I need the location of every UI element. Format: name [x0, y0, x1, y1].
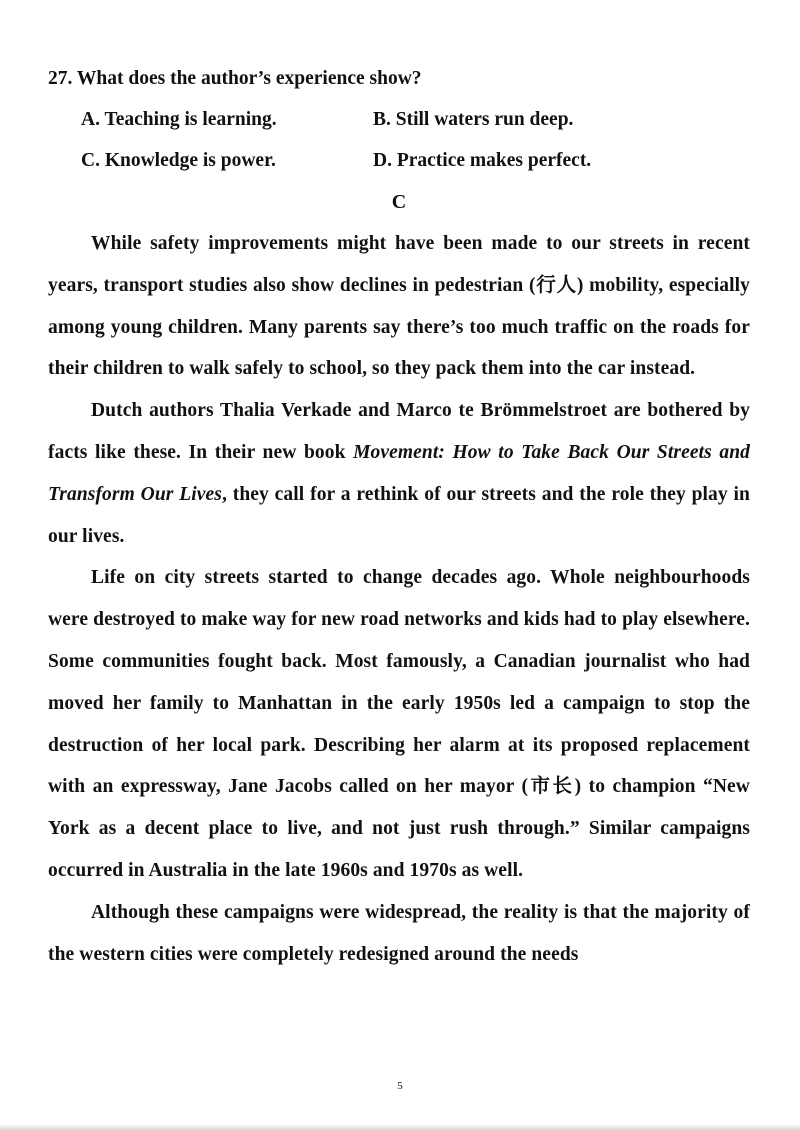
- options-row-2: [48, 140, 750, 181]
- option-d: D. Practice makes perfect.: [373, 150, 592, 171]
- paragraph-3: Life on city streets started to change decades ago. Whole neighbourhoods were destroyed to make way for new road networks and kids had to play elsewhere. Some communities fought back. Most famously, a Canadian journalist who had moved her family to Manhattan in the early 1950s led a campaign to stop the destruction of her local park. Describing her alarm at its proposed replacement with an expressway, Jane Jacobs called on her mayor (市长) to champion “New York as a decent place to live, and not just rush through.” Similar campaigns occurred in Australia in the late 1960s and 1970s as well.: [48, 567, 750, 881]
- section-heading: C: [391, 191, 407, 213]
- paragraph-2: [48, 390, 750, 557]
- book-title: Movement: How to Take Back Our Streets and Transform Our Lives: [48, 441, 750, 505]
- question-27: [48, 58, 750, 99]
- paragraph-2-start: Dutch authors Thalia Verkade and Marco te Brömmelstroet are bothered by facts like these. In their new book: [48, 400, 750, 463]
- option-b: B. Still waters run deep.: [373, 109, 574, 130]
- paragraph-4: Although these campaigns were widespread, the reality is that the majority of the western cities were completely redesigned around the needs: [48, 901, 750, 965]
- paragraph-2-end: , they call for a rethink of our streets and the role they play in our lives.: [48, 483, 751, 547]
- page-number: 5: [397, 1080, 403, 1092]
- page-bottom-edge: [0, 1124, 800, 1130]
- document-page: [48, 58, 750, 975]
- question-title: 27. What does the author’s experience show?: [48, 68, 422, 89]
- options-row-1: [48, 99, 750, 140]
- paragraph-1: While safety improvements might have been made to our streets in recent years, transport studies also show declines in pedestrian (行人) mobility, especially among young children. Many parents say there’s too much traffic on the roads for their children to walk safely to school, so they pack them into the car instead.: [48, 233, 750, 380]
- option-c: C. Knowledge is power.: [81, 150, 276, 171]
- option-a: A. Teaching is learning.: [81, 109, 277, 130]
